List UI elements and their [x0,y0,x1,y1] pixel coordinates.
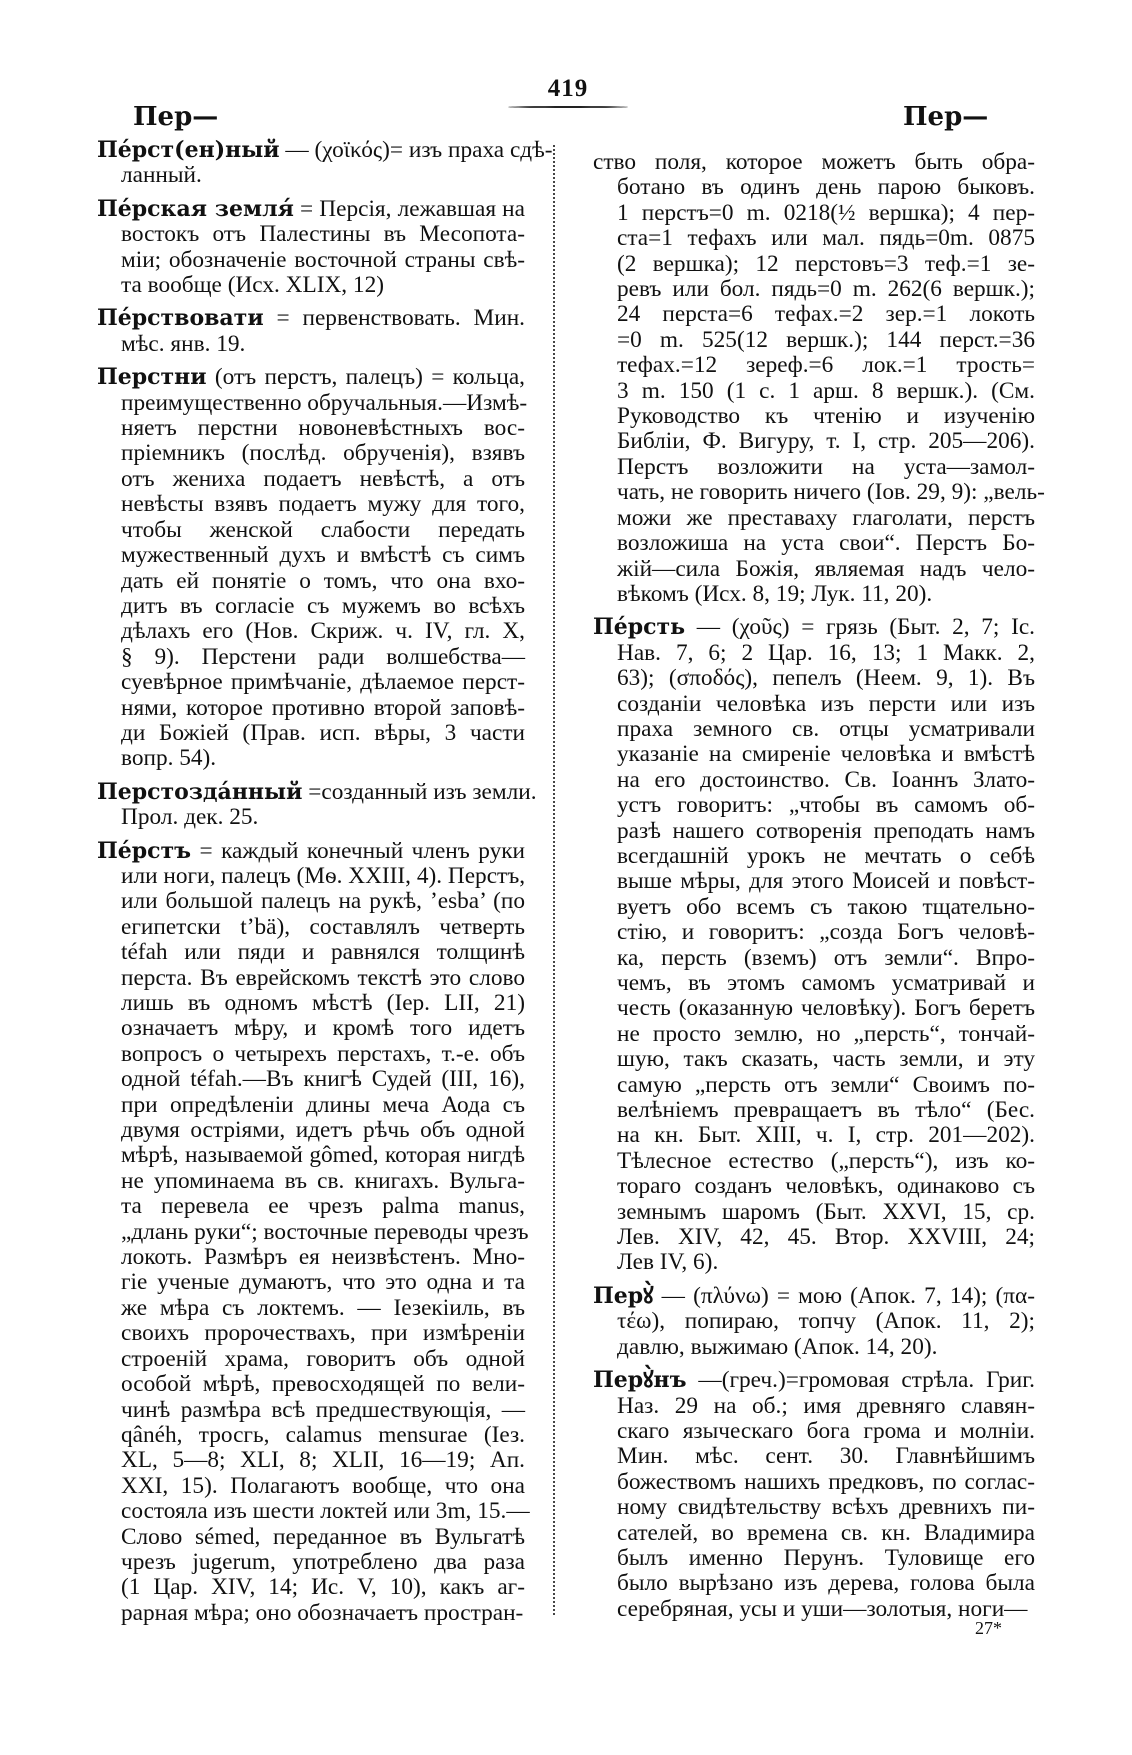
line-text: гіе ученые думаютъ, что это одна и та [121,1269,525,1296]
line-text: стію, и говоритъ: „созда Богъ человѣ- [617,919,1035,946]
line-text: XXI, 15). Полагаютъ вообще, что она [121,1472,525,1499]
dictionary-entry [593,1284,1035,1360]
line-text: 24 перста=6 тефах.=2 зер.=1 локоть [617,301,1035,328]
entry-line [593,1419,1035,1444]
entry-line [97,1245,525,1270]
line-text: Лев IV, 6). [617,1249,719,1276]
entry-line [97,137,553,163]
line-text: разѣ нашего сотворенія преподать намъ [617,817,1035,844]
line-text: локоть. Размѣръ ея неизвѣстенъ. Мно- [121,1244,525,1271]
entry-line [97,594,525,619]
headword: Перꙋ̀ [593,1282,654,1309]
line-text: жій—сила Божія, являемая надъ чело- [617,555,1035,582]
dictionary-entry [97,306,525,357]
entry-line [593,971,1035,996]
entry-line [593,920,1035,945]
line-text: устъ говоритъ: „чтобы въ самомъ об- [617,792,1035,819]
entry-line [593,869,1035,894]
line-text: мужественный духъ и вмѣстѣ съ симъ [121,542,525,569]
column-divider [553,145,555,1615]
entry-line [593,531,1035,556]
line-text: скаго языческаго бога грома и молніи. [617,1417,1035,1444]
entry-line [97,1498,530,1525]
dictionary-entry [97,137,553,189]
line-text: перста. Въ еврейскомъ текстѣ это слово [121,964,525,991]
entry-line [97,619,525,644]
line-text: вопросъ о четырехъ перстахъ, т.-е. объ [121,1040,525,1067]
entry-line [593,615,1035,640]
line-text: строеній храма, говоритъ объ одной [121,1345,525,1372]
dictionary-entry [593,149,1045,607]
entry-line [97,1372,525,1397]
line-text: вопр. 54). [121,745,217,772]
entry-line [593,1047,1035,1072]
line-text: τέω), попираю, топчу (Апок. 11, 2); [617,1308,1035,1335]
line-text: § 9). Перстени ради волшебства— [121,643,525,670]
line-text: рарная мѣра; оно обозначаетъ простран- [121,1599,524,1626]
line-text: = каждый конечный членъ руки [199,837,525,864]
dictionary-entry [593,615,1035,1276]
entry-line [97,1067,525,1092]
line-text: дитъ въ согласіе съ мужемъ во всѣхъ [121,592,525,619]
entry-line [97,940,525,965]
entry-line [593,353,1035,378]
headword: Перстозда́нный [97,778,303,805]
entry-line [593,1495,1035,1520]
entry-line [97,306,525,331]
line-text: одной téfah.—Въ книгѣ Судей (III, 16), [121,1066,525,1093]
headword: Пе́рст(ен)ный [97,137,280,163]
entry-line [97,839,525,864]
entry-line [593,226,1035,251]
dictionary-entry [97,837,530,1627]
running-head-right: Пер— [903,102,989,132]
line-text: 1 перстъ=0 m. 0218(½ вершка); 4 пер- [617,199,1035,226]
line-text: чрезъ jugerum, употреблено два раза [121,1548,525,1575]
entry-line [97,389,528,416]
entry-line [97,273,525,298]
entry-line [97,416,525,441]
line-text: суевѣрное примѣчаніе, дѣлаемое перст- [121,669,525,696]
entry-line [593,557,1035,582]
headword: Пе́рстъ [97,837,192,864]
entry-line [593,692,1035,717]
entry-line [97,1296,525,1321]
line-text: Лев. XIV, 42, 45. Втор. XXVIII, 24; [617,1224,1035,1251]
line-text: пріемникъ (послѣд. обрученія), взявъ [121,440,525,467]
entry-line [593,1250,1035,1275]
line-text: всегдашній урокъ не мечтать о себѣ [617,842,1035,869]
right-column [593,149,1045,1630]
line-text: указаніе на смиреніе человѣка и вмѣстѣ [617,741,1035,768]
line-text: (отъ перстъ, палецъ) = кольца, [214,364,525,391]
entry-line [593,1225,1035,1250]
entry-line [97,889,525,914]
entry-line [593,328,1035,353]
entry-line [593,1098,1035,1123]
line-text: Мин. мѣс. сент. 30. Главнѣйшимъ [617,1443,1035,1470]
entry-line [97,805,525,830]
entry-line [593,150,1035,175]
entry-line [593,1571,1035,1596]
running-head-left: Пер— [133,102,219,132]
entry-line [593,1368,1035,1393]
entry-line [97,1042,525,1067]
entry-line [593,1470,1035,1495]
entry-line [97,746,525,771]
entry-line [593,1123,1035,1148]
headword: Перꙋ̀нъ [593,1367,687,1394]
entry-line [593,277,1035,302]
line-text: серебряная, усы и уши—золотыя, ноги— [617,1595,1028,1622]
dictionary-entry [97,364,528,772]
line-text: возложиша на уста свои“. Перстъ Бо- [617,530,1035,557]
entry-line [97,1321,525,1346]
dictionary-entry [97,197,525,299]
entry-line [593,175,1035,200]
line-text: на кн. Быт. XIII, ч. I, стр. 201—202). [617,1122,1035,1149]
entry-line [97,1194,525,1219]
line-text: отъ жениха подаетъ невѣстѣ, а отъ [121,465,525,492]
line-text: téfah или пяди и равнялся толщинѣ [121,939,525,966]
line-text: XL, 5—8; XLI, 8; XLII, 16—19; Ап. [121,1447,525,1474]
entry-line [593,895,1035,920]
entry-line [593,1394,1035,1419]
entry-line [593,1073,1035,1098]
line-text: Перстъ возложити на уста—замол- [617,453,1035,480]
entry-line [593,742,1035,767]
line-text: честь (оказанную человѣку). Богъ беретъ [617,995,1035,1022]
line-text: двумя остріями, идетъ рѣчь объ одной [121,1117,525,1144]
entry-line [97,1093,525,1118]
entry-line [97,365,525,390]
entry-line [593,429,1035,454]
entry-line [593,1444,1035,1469]
line-text: тораго созданъ человѣкъ, одинаково съ [617,1173,1035,1200]
entry-line [97,778,537,805]
entry-line [97,1525,525,1550]
line-text: = первенствовать. Мин. [276,305,526,332]
entry-line [593,201,1035,226]
entry-line [97,1118,525,1143]
line-text: та вообще (Исх. XLIX, 12) [121,272,384,299]
headword: Перстни [97,364,207,391]
entry-line [97,197,525,222]
line-text: не просто землю, но „персть“, тончай- [617,1020,1035,1047]
entry-line [593,1335,1035,1360]
line-text: чтобы женской слабости передать [121,516,525,543]
line-text: — (χοῦς) = грязь (Быт. 2, 7; Іс. [696,614,1035,641]
line-text: Слово sémed, переданное въ Вульгатѣ [121,1523,525,1550]
entry-line [97,518,525,543]
line-text: ство поля, которое можетъ быть обра- [593,149,1035,175]
entry-line [593,1200,1035,1225]
entry-line [97,1448,525,1473]
entry-line [97,991,525,1016]
line-text: дѣлахъ его (Нов. Скриж. ч. IV, гл. X, [121,618,525,645]
line-text: — (πλύνω) = мою (Апок. 7, 14); (πα- [661,1282,1036,1309]
line-text: велѣніемъ превращаетъ въ тѣло“ (Бес. [617,1097,1035,1124]
entry-line [97,721,525,746]
entry-line [593,946,1035,971]
entry-line [97,1474,525,1499]
line-text: означаетъ мѣру, и кромѣ того идетъ [121,1015,525,1042]
page-number-rule [508,106,628,108]
line-text: Прол. дек. 25. [121,804,259,831]
entry-line [593,844,1035,869]
entry-line [97,1218,529,1245]
entry-line [593,641,1035,666]
line-text: невѣсты взявъ подаетъ мужу для того, [121,491,525,518]
line-text: Руководство къ чтенію и изученію [617,403,1035,430]
line-text: Тѣлесное естество („персть“), изъ ко- [617,1147,1035,1174]
line-text: созданіи человѣка изъ персти или изъ [617,690,1035,717]
line-text: востокъ отъ Палестины въ Месопота- [121,221,525,248]
headword: Пе́рсть [593,614,686,641]
entry-line [97,163,525,188]
entry-line [97,1143,525,1168]
line-text: чемъ, въ этомъ самомъ усматривай и [617,970,1035,996]
entry-line [97,332,525,357]
entry-line [97,1270,525,1295]
line-text: ланный. [121,162,202,189]
line-text: нями, которое противно второй заповѣ- [121,694,525,721]
line-text: лишь въ одномъ мѣстѣ (Іер. LII, 21) [121,990,525,1016]
line-text: та перевела ее чрезъ palma manus, [121,1193,525,1220]
entry-line [593,1521,1035,1546]
entry-line [593,506,1035,531]
printer-signature: 27* [975,1618,1002,1638]
line-text: при опредѣленіи длины меча Аода съ [121,1091,525,1118]
line-text: или большой палецъ на рукѣ, ’esba’ (по [121,888,525,915]
entry-line [97,1575,525,1600]
line-text: вѣкомъ (Исх. 8, 19; Лук. 11, 20). [617,580,933,607]
line-text: божествомъ нашихъ предковъ, по соглас- [617,1468,1035,1495]
line-text: преимущественно обручальныя.—Измѣ- [121,389,528,416]
line-text: египетски t’bä), составлялъ четверть [121,913,525,940]
line-text: Библіи, Ф. Вигуру, т. I, стр. 205—206). [617,428,1035,455]
line-text: тефах.=12 зерeф.=6 лок.=1 трость= [617,352,1035,379]
entry-line [593,302,1035,327]
line-text: (2 вершка); 12 перстовъ=3 теф.=1 зе- [617,250,1035,277]
line-text: —(греч.)=громовая стрѣла. Григ. [698,1367,1036,1394]
line-text: ста=1 тефахъ или мал. пядь=0m. 0875 [617,225,1035,252]
entry-line [593,819,1035,844]
line-text: „длань руки“; восточные переводы чрезъ [121,1218,529,1245]
line-text: Нав. 7, 6; 2 Цар. 16, 13; 1 Макк. 2, [617,639,1035,666]
entry-line [97,1601,525,1626]
line-text: міи; обозначеніе восточной страны свѣ- [121,246,525,273]
entry-line [97,543,525,568]
page-number: 419 [547,75,589,102]
entry-line [593,1309,1035,1334]
line-text: сателей, во времена св. кн. Владимира [617,1519,1035,1546]
line-text: было вырѣзано изъ дерева, голова была [617,1570,1035,1597]
line-text: 63); (σποδός), пепелъ (Неем. 9, 1). Въ [617,665,1035,692]
line-text: 3 m. 150 (1 с. 1 арш. 8 вершк.). (См. [617,377,1035,404]
entry-line [97,569,525,594]
line-text: особой мѣрѣ, превосходящей по вели- [121,1371,525,1398]
entry-line [593,1022,1035,1047]
line-text: =созданный изъ земли. [308,778,537,805]
entry-line [593,666,1035,691]
entry-line [97,1169,525,1194]
line-text: же мѣра съ локтемъ. — Іезекіиль, въ [121,1294,525,1321]
line-text: — (χοϊκός)= изъ праха сдѣ- [285,137,553,163]
entry-line [593,996,1035,1021]
entry-line [97,248,525,273]
line-text: ревъ или бол. пядь=0 m. 262(6 вершк.); [617,276,1035,303]
line-text: не упоминаема въ св. книгахъ. Вульга- [121,1167,525,1194]
line-text: своихъ пророчествахъ, при измѣреніи [121,1320,525,1347]
entry-line [97,1016,525,1041]
entry-line [593,793,1035,818]
entry-line [593,1149,1035,1174]
entry-line [97,222,525,247]
line-text: чинѣ размѣра всѣ предшествующія, — [121,1396,525,1423]
entry-line [593,404,1035,429]
entry-line [593,1174,1035,1199]
entry-line [593,379,1035,404]
line-text: qânéh, тросгь, calamus mensurae (Іез. [121,1421,525,1448]
entry-line [593,479,1045,506]
entry-line [593,1597,1035,1622]
entry-line [97,1550,525,1575]
entry-line [97,1398,525,1423]
left-column [97,137,553,1634]
dictionary-entry [97,778,537,831]
line-text: состояла изъ шести локтей или 3m, 15.— [121,1498,530,1525]
entry-line [593,1546,1035,1571]
line-text: давлю, выжимаю (Апок. 14, 20). [617,1333,938,1360]
entry-line [97,670,525,695]
line-text: няетъ перстни новоневѣстныхъ вос- [121,415,525,442]
line-text: на его достоинство. Св. Іоаннъ Злато- [617,766,1035,793]
entry-line [97,645,525,670]
dictionary-entry [593,1368,1035,1622]
line-text: можи же преставаху глаголати, перстъ [617,504,1035,531]
line-text: вуетъ обо всемъ съ такою тщательно- [617,893,1035,920]
line-text: праха земного св. отцы усматривали [617,715,1035,742]
entry-line [97,1347,525,1372]
entry-line [97,696,525,721]
line-text: шую, такъ сказать, часть земли, и эту [617,1046,1035,1073]
entry-line [593,455,1035,480]
line-text: (1 Цар. XIV, 14; Ис. V, 10), какъ аг- [121,1574,525,1601]
entry-line [593,768,1035,793]
line-text: дать ей понятіе о томъ, что она вхо- [121,567,525,594]
entry-line [97,1423,525,1448]
line-text: ботано въ одинъ день парою быковъ. [617,174,1035,201]
line-text: или ноги, палецъ (Мѳ. XXIII, 4). Перстъ, [121,862,526,889]
line-text: чать, не говорить ничего (Іов. 29, 9): „вель- [617,479,1045,506]
headword: Пе́рствовати [97,305,264,332]
line-text: былъ именно Перунъ. Туловище его [617,1544,1035,1571]
line-text: Наз. 29 на об.; имя древняго славян- [617,1392,1035,1419]
entry-line [97,492,525,517]
line-text: ному свидѣтельству всѣхъ древнихъ пи- [617,1494,1035,1521]
line-text: самую „персть отъ земли“ Своимъ по- [617,1071,1035,1098]
entry-line [97,915,525,940]
line-text: ди Божіей (Прав. исп. вѣры, 3 части [121,719,525,746]
line-text: =0 m. 525(12 вершк.); 144 перст.=36 [617,326,1035,353]
entry-line [593,717,1035,742]
line-text: земнымъ шаромъ (Быт. XXVI, 15, ср. [617,1198,1035,1225]
line-text: мѣрѣ, называемой gômed, которая нигдѣ [121,1142,525,1169]
entry-line [593,252,1035,277]
entry-line [97,966,525,991]
entry-line [593,1284,1035,1309]
line-text: = Персія, лежавшая на [300,195,525,222]
entry-line [97,864,525,889]
line-text: выше мѣры, для этого Моисей и повѣст- [617,868,1035,895]
entry-line [97,441,525,466]
headword: Пе́рская земля́ [97,195,294,222]
entry-line [593,582,1035,607]
line-text: мѣс. янв. 19. [121,330,246,357]
entry-line [97,467,525,492]
line-text: ка, персть (вземъ) отъ земли“. Впро- [617,944,1035,971]
